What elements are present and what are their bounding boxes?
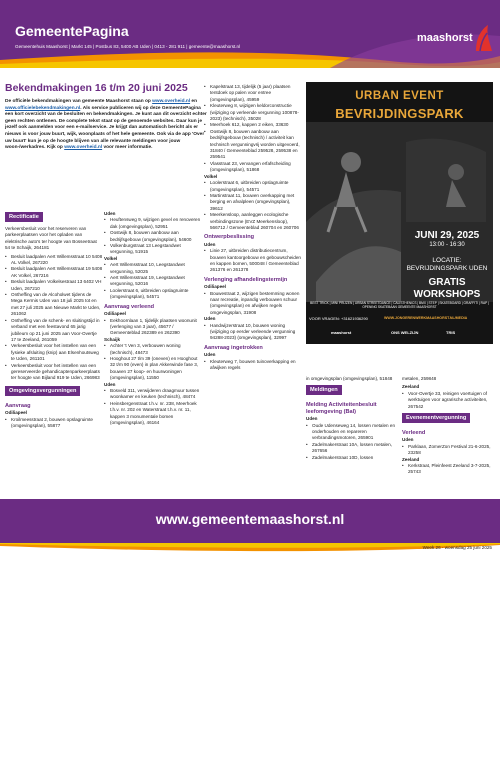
list-item: • Kleuterweg 7, bouwen tuinoverkapping en afwijken regels [204, 359, 302, 372]
poster-location-label: LOCATIE: [432, 257, 462, 264]
list-item: • Eekhoornlaan 1, tijdelijk plaatsen woonunit (verlenging van 3 jaar), 45677 / Gemeenteblad 262389 en 262390 [104, 318, 202, 337]
meldingen-banner: Meldingen [306, 385, 342, 395]
sponsor-logo: TRIS [446, 330, 456, 335]
list-item: • Oostwijk 8, bouwen aanbouw aan bedrijfsgebouw (technisch) / activiteit kan technisch vergunningvrij worden uitgevoerd, 31840 / Gemeenteblad 259528, 259538 en 259541 [204, 129, 302, 161]
intro-text: voor meer informatie. [102, 145, 153, 151]
list-item: • Verkeersbesluit voor het instellen van een fysieke afsluiting (knip) aan Elsenhoutsweg te Uden, 261101 [5, 343, 103, 362]
place-heading: Uden [204, 352, 216, 358]
list-item: • Besluit laadpalen Aert Willemsstraat 10 5408 AL Volkel, 267220 [5, 254, 103, 267]
place-heading: Uden [306, 416, 318, 422]
list-item: • Volkenburgstraat 13 Leegstandwet vergunning, 51915 [104, 243, 202, 256]
list-item: • Kerkstraat, Pleinfeest Zeeland 3-7-2025, 25743 [402, 463, 494, 476]
section-heading: Verleend [402, 430, 426, 437]
bekendmakingen-title: Bekendmakingen 16 t/m 20 juni 2025 [5, 82, 188, 94]
officielebekendmakingen-link[interactable]: www.officielebekendmakingen.nl [5, 105, 81, 111]
intro-text: en [190, 99, 198, 104]
continued-text: in omgevingsplan (omgevingsplan), 51848 [306, 376, 393, 381]
list-item: • Loolerstraat 6, uitbreiden opslagruimte (omgevingsplan), 54571 [204, 180, 302, 193]
list-item: • Oostwijk 8, bouwen aanbouw aan bedrijfsgebouw (omgevingsplan), 54600 [104, 230, 202, 243]
omgevingsvergunningen-banner: Omgevingsvergunningen [5, 386, 80, 396]
list-item: • Bosveld 311, verwijderen draagmuur tussen woonkamer en keuken (technisch), 48474 [104, 388, 202, 401]
column-2 [104, 211, 202, 426]
sponsor-logo: ONS WELZIJN [391, 330, 419, 335]
list-item: • Achter 't Ven 3, verbouwen woning (technisch), 48473 [104, 343, 202, 356]
header-contact-line: Gemeentehuis Maashorst | Markt 145 | Postbus 83, 5400 AB Uden | 0413 - 281 911 | gemeente@maashorst.nl [15, 44, 241, 49]
intro-text: De officiële bekendmakingen van gemeente Maashorst staan op [5, 99, 153, 104]
place-heading: Uden [104, 211, 116, 216]
list-item: • Loolerstraat 6, uitbreiden opslagruimte (omgevingsplan), 54571 [104, 288, 202, 301]
logo-leaf-icon [472, 23, 494, 53]
place-heading: Uden [104, 381, 116, 387]
place-heading: Volkel [104, 255, 118, 261]
section-heading: Verlenging afhandelingstermijn [204, 276, 288, 283]
poster-title-2: BEVRIJDINGSPARK [335, 106, 464, 121]
section-heading: Melding Activiteitenbesluit leefomgeving (Bal) [306, 402, 377, 415]
poster-workshops: WORKSHOPS [413, 289, 481, 300]
column-4 [306, 376, 397, 461]
continued-text: metalen, 259848 [402, 376, 437, 381]
list-item: • Besluit laadpalen Aert Willemsstraat 19 5408 AK Volkel, 267216 [5, 266, 103, 279]
poster-activities-strip: BEST TRICK | MINI PRIJZEN | URBAN STREETDANCE | CALISTHENICS | BMX | STEP | SKATEBOARD | GRAFFITI | RAP | OPENING SKATEBAAN GEMEENTE MAASHORST [310, 301, 489, 309]
list-item: • Verkeersbesluit voor het instellen van een gereserveerde gehandicaptenparkeerplaats ter hoogte van Bijland 919 te Uden, 266983 [5, 363, 103, 382]
list-item: • Vlasstraat 23, vervangen erfafscheiding (omgevingsplan), 51868 [204, 161, 302, 174]
place-heading: Zeeland [402, 456, 420, 462]
issue-date: Week 26 - woensdag 25 juni 2025 [422, 545, 492, 550]
place-heading: Zeeland [402, 384, 420, 390]
list-item: • Heinsbergenstraat t.h.v. nr. 238, Meerhoek t.h.v. nr. 202 en Waterstraat t.h.v. nr. 11, kappen 3 monumentale bomen (omgevingsplan), 46164 [104, 401, 202, 427]
urban-event-poster [306, 82, 493, 344]
list-item: • Handwijzerstraat 10, bouwen woning (wijziging op eerder verleende vergunning 94288-2023) (omgevingsplan), 32997 [204, 323, 302, 342]
list-item: • Meerhoek 612, kappen 2 eiken, 33630 [204, 122, 302, 128]
logo-wordmark: maashorst [417, 32, 473, 44]
list-item: • Hooghout 27 t/m 39 (oneven) en Hooghout 32 t/m 90 (even) in plan Akkerwinde fase 3, bouwen 27 koop- en huurwoningen (omgevingsplan), 11550 [104, 356, 202, 382]
poster-time: 13:00 - 16:30 [429, 242, 465, 248]
list-item: • Ontheffing van de schenk- en sluitingstijd in verband met een feestavond 65 jarig jubileum op 21 juni 2025 aan Voor-Overtje 17 te Zeeland, 261059 [5, 318, 103, 344]
place-heading: Uden [204, 316, 216, 322]
list-item: • Linie 27, uitbreiden distributiecentrum, bouwen kantoorgebouw en gebouwscheiden en kappen bomen, 500048 / Gemeenteblad 261376 en 261378 [204, 248, 302, 274]
section-heading: Aanvraag ingetrokken [204, 344, 263, 351]
rectificatie-banner: Rectificatie [5, 212, 43, 222]
website-banner [0, 499, 500, 543]
list-item: • Oude Udenseweg 14, lossen metalen en onderhouden en repareren verbrandingsmotoren, 265901 [306, 423, 397, 442]
overheid-link[interactable]: www.overheid.nl [152, 99, 191, 104]
list-item: • Ontheffing van de Alcoholwet tijdens de Mega Kermis Uden van 18 juli 2025 tot en met 27 juli 2025 aan Nieuwe Markt te Uden, 261062 [5, 292, 103, 318]
place-heading: Schaijk [104, 336, 121, 342]
poster-date: JUNI 29, 2025 [414, 230, 480, 241]
website-url-link[interactable]: www.gemeentemaashorst.nl [155, 511, 345, 527]
intro-paragraph [5, 99, 208, 152]
list-item: • Parklaan, ZomerZon Festival 21-6-2025, 23258 [402, 444, 494, 457]
list-item: • Bouwestraat 2, wijzigen bestemming wonen naar recreatie, inpandig verbouwen schuur (omgevingsplan) en afwijken regels omgevingsplan, 31908 [204, 291, 302, 317]
list-item: • Meerkensloop, aanleggen ecologische verbindingszone (EVZ Meerkensloop), 566712 / Gemeenteblad 260704 en 260706 [204, 212, 302, 231]
list-item: • Kleuterweg 8, wijzigen keldorconstructie (wijziging op verleende vergunning 100878-2023) (technisch), 35028 [204, 103, 302, 122]
sponsor-logo: maashorst [331, 330, 352, 335]
overheid-link-2[interactable]: www.overheid.nl [64, 145, 103, 151]
column-3 [204, 84, 302, 371]
list-item: • Kroilmeesstraat 2, bouwen opslagruimte (omgevingsplan), 55877 [5, 417, 103, 430]
section-heading: Ontwerpbeslissing [204, 234, 255, 241]
section-heading: Aanvraag [5, 402, 31, 409]
list-item: • Heuftensweg 9, wijzigen gevel en renoveren dak (omgevingsplan), 52951 [104, 217, 202, 230]
list-item: • Besluit laadpalen Volkelsestraat 13 6402 VH Uden, 267210 [5, 279, 103, 292]
place-heading: Uden [204, 241, 216, 247]
list-item: • Aert Willemsstraat 10, Leegstandwet vergunning, 52025 [104, 262, 202, 275]
place-heading: Volkel [204, 173, 218, 179]
place-heading: Odiliapeel [104, 311, 126, 317]
poster-title-1: URBAN EVENT [355, 90, 444, 102]
column-1 [5, 211, 103, 429]
evenementvergunning-banner: Evenementvergunning [402, 413, 470, 423]
rectificatie-intro: Verkeersbesluit voor het reserveren van parkeerplaatsen voor het opladen van elektrische auto's ter hoogte van Bosseetraat 54 te Schaijk, 264181 [5, 226, 97, 251]
place-heading: Odiliapeel [204, 284, 226, 290]
place-heading: Uden [402, 437, 414, 443]
list-item: • Martinstraat 11, bouwen overkapping met berging en afvalpleen (omgevingsplan), 39612 [204, 193, 302, 212]
poster-gratis: GRATIS [428, 277, 466, 288]
poster-contact: VOOR VRAGEN: +31621936290 [309, 316, 368, 321]
column-5 [402, 376, 494, 476]
poster-url: WWW.JONGERENWERKMAASHORST.NL/MEDIA [384, 316, 468, 320]
page-header [0, 0, 500, 68]
poster-location: BEVRIJDINGSPARK UDEN [406, 265, 488, 272]
list-item: • Voor-Overtje 33, reinigen voertuigen of werktuigen voor agrarische activiteiten, 267542 [402, 391, 494, 410]
section-heading: Aanvraag verleend [104, 303, 155, 310]
page-title: GemeentePagina [15, 23, 129, 39]
list-item: • Zadelmakerstraat 10D, lossen [306, 455, 397, 461]
intro-text: . Als service publiceren wij op deze GemeentePagina een kort overzicht van de besluiten en bekendmakingen. Je kunt aan dit overzicht echter geen rechten ontlenen. De complete tekst staat op de genoemde websites. Daar kun je jezelf ook aanmelden voor een e-mailservice. Je krijgt dan automatisch bericht als er nieuws is voor jouw buurt, wijk, woonplaats of het hele gemeente. Ook via de app 'Over uw buurt' kun je op de hoogte blijven van alle relevante meldingen voor jouw woon-/werkadres. Kijk op [5, 105, 207, 151]
list-item: • Kapelstraat 13, tijdelijk (5 jaar) plaatsen tentdoek op palen voor entree (omgevingsplan), 45959 [204, 84, 302, 103]
place-heading: Odiliapeel [5, 410, 27, 416]
list-item: • Zadelmakerstraat 10A, lossen metalen, 267656 [306, 442, 397, 455]
list-item: • Aert Willemsstraat 19, Leegstandwet vergunning, 52016 [104, 275, 202, 288]
